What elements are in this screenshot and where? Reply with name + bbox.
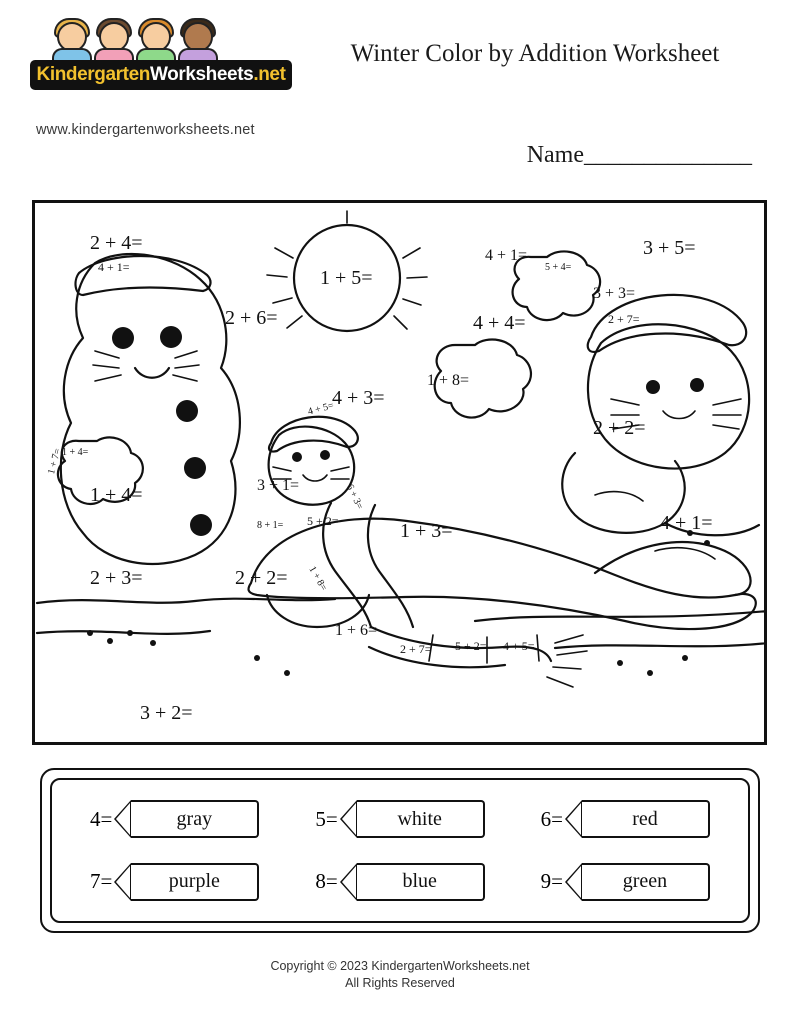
color-name-label: white — [397, 807, 442, 830]
equation-label: 1 + 4= — [90, 484, 143, 506]
page-footer — [0, 958, 800, 992]
equation-label: 1 + 8= — [306, 564, 330, 593]
crayon-body — [582, 800, 710, 838]
equation-layer — [35, 203, 767, 745]
color-key-number: 5= — [315, 806, 338, 831]
crayon-tip-icon — [340, 863, 357, 901]
color-name-label: blue — [402, 870, 437, 893]
logo-text-tld: .net — [253, 64, 286, 85]
equation-label: 4 + 1= — [98, 260, 130, 274]
name-field-label: Name______________ — [526, 142, 752, 168]
crayon-icon — [565, 800, 710, 838]
color-name-label: red — [632, 807, 658, 830]
crayon-icon — [340, 800, 485, 838]
kid-figure-1 — [50, 18, 96, 62]
color-key-item — [287, 788, 512, 851]
crayon-icon — [565, 863, 710, 901]
color-key-item — [62, 788, 287, 851]
equation-label: 2 + 2= — [593, 417, 646, 439]
page-header — [0, 0, 800, 168]
crayon-body — [582, 863, 710, 901]
equation-label: 4 + 1= — [660, 512, 713, 534]
logo-wordmark — [30, 60, 292, 90]
kid-figure-4 — [176, 18, 222, 62]
equation-label: 6 + 3= — [343, 482, 366, 512]
site-url: www.kindergartenworksheets.net — [36, 122, 255, 138]
crayon-body — [131, 863, 259, 901]
crayon-icon — [340, 863, 485, 901]
color-name-label: green — [622, 870, 668, 893]
crayon-body — [131, 800, 259, 838]
logo-text-worksheets: Worksheets — [149, 64, 254, 85]
equation-label: 3 + 2= — [140, 702, 193, 724]
coloring-picture-frame — [32, 200, 767, 745]
equation-label: 1 + 4= — [62, 447, 89, 458]
color-key-box — [40, 768, 760, 933]
equation-label: 2 + 6= — [225, 307, 278, 329]
equation-label: 5 + 2= — [307, 514, 339, 528]
crayon-body — [357, 800, 485, 838]
kids-illustration-icon — [50, 18, 260, 62]
copyright-text: Copyright © 2023 KindergartenWorksheets.net — [270, 959, 530, 973]
color-key-item — [62, 851, 287, 914]
equation-label: 2 + 7= — [608, 312, 640, 326]
color-key-number: 8= — [315, 869, 338, 894]
color-key-item — [287, 851, 512, 914]
color-key-number: 7= — [89, 869, 113, 894]
crayon-tip-icon — [565, 863, 582, 901]
equation-label: 4 + 5= — [503, 639, 535, 653]
site-logo[interactable] — [30, 18, 295, 90]
color-key-item — [513, 788, 738, 851]
equation-label: 3 + 3= — [593, 285, 636, 302]
color-name-label: gray — [176, 807, 213, 830]
equation-label: 2 + 2= — [235, 567, 288, 589]
crayon-tip-icon — [114, 863, 131, 901]
page-title: Winter Color by Addition Worksheet — [350, 40, 720, 67]
equation-label: 4 + 5= — [306, 400, 335, 418]
equation-label: 4 + 3= — [332, 387, 385, 409]
equation-label: 1 + 7= — [46, 447, 64, 476]
equation-label: 2 + 3= — [90, 567, 143, 589]
color-key-item — [513, 851, 738, 914]
rights-text: All Rights Reserved — [345, 975, 455, 990]
color-key-grid — [62, 788, 738, 913]
crayon-icon — [114, 863, 259, 901]
color-key-number: 4= — [89, 806, 113, 831]
equation-label: 1 + 5= — [320, 267, 373, 289]
equation-label: 1 + 3= — [400, 520, 453, 542]
color-name-label: purple — [168, 870, 220, 893]
equation-label: 8 + 1= — [257, 520, 284, 531]
color-key-number: 9= — [540, 869, 563, 894]
kid-figure-2 — [92, 18, 138, 62]
equation-label: 5 + 4= — [545, 262, 572, 273]
kid-figure-3 — [134, 18, 180, 62]
equation-label: 1 + 8= — [427, 372, 470, 389]
crayon-icon — [114, 800, 259, 838]
crayon-tip-icon — [340, 800, 357, 838]
crayon-tip-icon — [565, 800, 582, 838]
equation-label: 2 + 7= — [400, 642, 432, 656]
crayon-tip-icon — [114, 800, 131, 838]
color-key-number: 6= — [540, 806, 563, 831]
equation-label: 2 + 4= — [90, 232, 143, 254]
equation-label: 3 + 1= — [257, 477, 300, 494]
equation-label: 4 + 4= — [473, 312, 526, 334]
equation-label: 4 + 1= — [485, 247, 528, 264]
equation-label: 5 + 2= — [455, 639, 487, 653]
equation-label: 3 + 5= — [643, 237, 696, 259]
crayon-body — [357, 863, 485, 901]
logo-text-kindergarten: Kindergarten — [36, 64, 150, 85]
equation-label: 1 + 6= — [335, 622, 378, 639]
